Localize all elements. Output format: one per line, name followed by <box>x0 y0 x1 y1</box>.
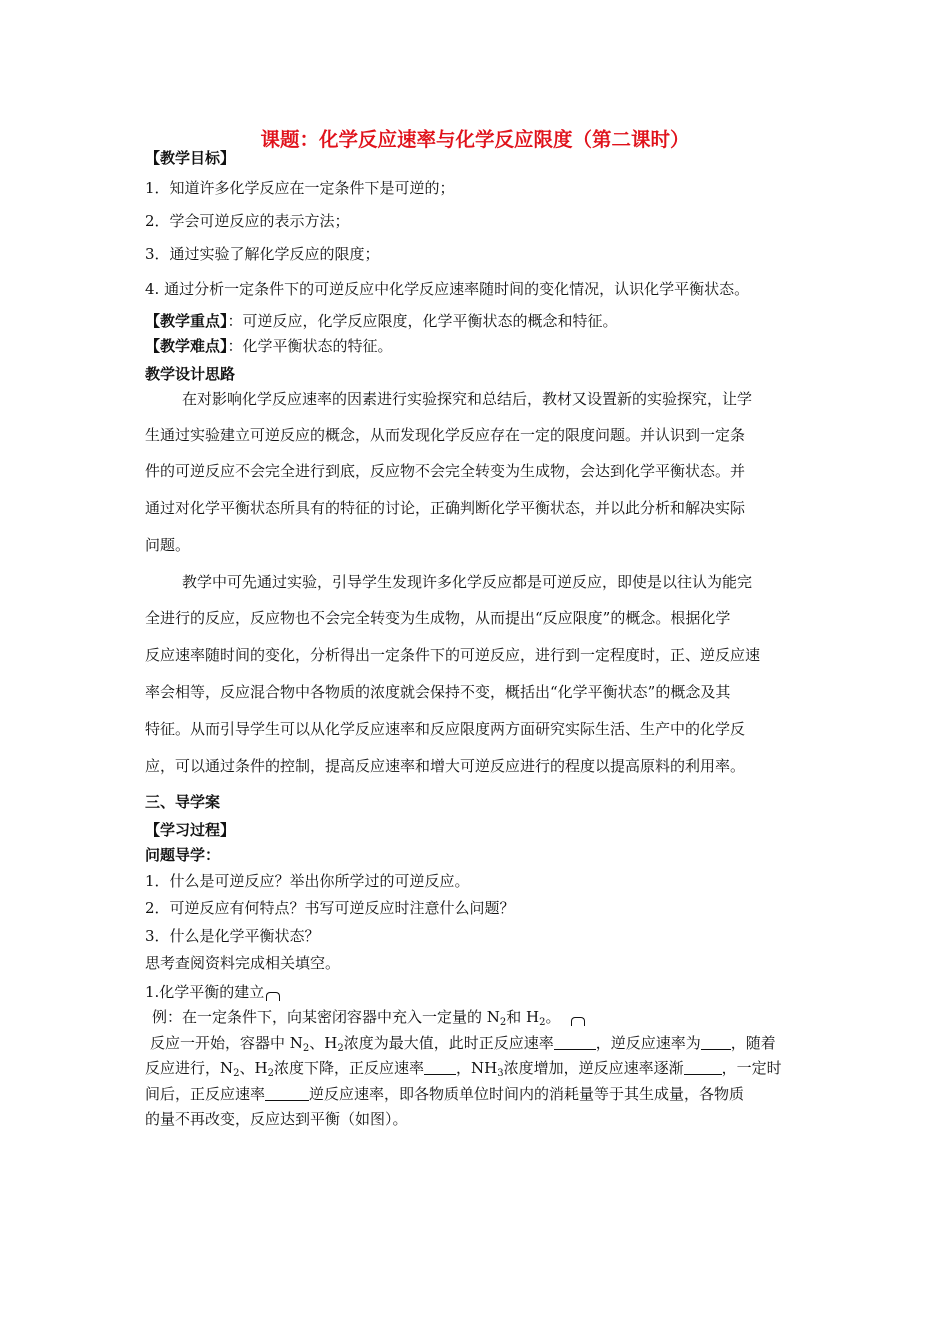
paragraph-line: 通过对化学平衡状态所具有的特征的讨论，正确判断化学平衡状态，并以此分析和解决实际 <box>145 499 746 517</box>
objectives-heading: 【教学目标】 <box>145 149 236 167</box>
question-item: 3．什么是化学平衡状态？ <box>145 927 320 945</box>
key-point-text: ：可逆反应，化学反应限度，化学平衡状态的概念和特征。 <box>227 312 618 330</box>
subscript: 2 <box>267 1068 274 1079</box>
edit-mark-icon <box>266 992 280 1001</box>
fill-text: 间后，正反应速率 <box>145 1085 266 1103</box>
think-line: 思考查阅资料完成相关填空。 <box>145 954 341 972</box>
fill-blank[interactable] <box>701 1035 731 1050</box>
key-point-label: 【教学重点】 <box>145 312 228 330</box>
fill-text: 浓度下降，正反应速率 <box>273 1059 424 1077</box>
fill-text: 浓度为最大值，此时正反应速率 <box>343 1034 554 1052</box>
example-text: 例：在一定条件下，向某密闭容器中充入一定量的 N <box>152 1008 500 1026</box>
section-heading: 三、导学案 <box>145 793 221 811</box>
paragraph-line: 全进行的反应，反应物也不会完全转变为生成物，从而提出“反应限度”的概念。根据化学 <box>145 609 731 627</box>
fill-text: ，逆反应速率为 <box>595 1034 701 1052</box>
process-heading: 【学习过程】 <box>145 821 236 839</box>
fill-line <box>145 1086 744 1103</box>
objective-item: 1．知道许多化学反应在一定条件下是可逆的； <box>145 179 455 197</box>
fill-text: ，NH <box>456 1059 498 1077</box>
subscript: 2 <box>539 1017 546 1028</box>
establish-text: 1.化学平衡的建立 <box>145 983 265 1001</box>
fill-line <box>145 1060 782 1077</box>
paragraph-line: 件的可逆反应不会完全进行到底，反应物不会完全转变为生成物，会达到化学平衡状态。并 <box>145 462 746 480</box>
fill-text: ，随着 <box>730 1034 776 1052</box>
subscript: 2 <box>233 1068 240 1079</box>
objective-item: 2．学会可逆反应的表示方法； <box>145 212 350 230</box>
fill-text: ，一定时 <box>721 1059 782 1077</box>
paragraph-line: 问题。 <box>145 536 191 554</box>
objective-item: 3．通过实验了解化学反应的限度； <box>145 245 380 263</box>
fill-line <box>150 1035 776 1052</box>
difficult-point <box>145 338 393 355</box>
paragraph-line: 教学中可先通过实验，引导学生发现许多化学反应都是可逆反应，即使是以往认为能完 <box>182 573 753 591</box>
example-text: 。 <box>545 1008 561 1026</box>
example-line <box>152 1009 585 1026</box>
fill-text: 逆反应速率，即各物质单位时间内的消耗量等于其生成量，各物质 <box>309 1085 745 1103</box>
question-item: 2．可逆反应有何特点？书写可逆反应时注意什么问题？ <box>145 899 515 917</box>
design-heading: 教学设计思路 <box>145 365 236 383</box>
paragraph-line: 反应速率随时间的变化，分析得出一定条件下的可逆反应，进行到一定程度时，正、逆反应速 <box>145 646 761 664</box>
subscript: 2 <box>337 1043 344 1054</box>
fill-blank[interactable] <box>424 1060 456 1075</box>
guide-heading: 问题导学： <box>145 846 221 864</box>
fill-blank[interactable] <box>684 1060 722 1075</box>
paragraph-line: 生通过实验建立可逆反应的概念，从而发现化学反应存在一定的限度问题。并认识到一定条 <box>145 426 746 444</box>
fill-text: 反应一开始，容器中 N <box>150 1034 303 1052</box>
fill-text: 浓度增加，逆反应速率逐渐 <box>503 1059 684 1077</box>
example-text: 和 H <box>506 1008 540 1026</box>
paragraph-line: 在对影响化学反应速率的因素进行实验探究和总结后，教材又设置新的实验探究，让学 <box>182 390 753 408</box>
fill-text: 、H <box>239 1059 268 1077</box>
subscript: 2 <box>499 1017 507 1028</box>
question-item: 1．什么是可逆反应？举出你所学过的可逆反应。 <box>145 872 470 890</box>
paragraph-line: 率会相等，反应混合物中各物质的浓度就会保持不变，概括出“化学平衡状态”的概念及其 <box>145 683 731 701</box>
objective-item: 4. 通过分析一定条件下的可逆反应中化学反应速率随时间的变化情况，认识化学平衡状态。 <box>145 280 750 298</box>
edit-mark-icon <box>571 1017 585 1026</box>
difficult-point-text: ：化学平衡状态的特征。 <box>227 337 393 355</box>
fill-text: 反应进行，N <box>145 1059 234 1077</box>
subscript: 2 <box>302 1043 310 1054</box>
fill-blank[interactable] <box>554 1035 596 1050</box>
fill-line: 的量不再改变，反应达到平衡（如图）。 <box>145 1110 408 1128</box>
establish-line <box>145 984 280 1001</box>
fill-blank[interactable] <box>265 1086 309 1101</box>
paragraph-line: 特征。从而引导学生可以从化学反应速率和反应限度两方面研究实际生活、生产中的化学反 <box>145 720 746 738</box>
fill-text: 、H <box>309 1034 338 1052</box>
page-title: 课题：化学反应速率与化学反应限度（第二课时） <box>260 128 690 151</box>
subscript: 3 <box>497 1068 504 1079</box>
difficult-point-label: 【教学难点】 <box>145 337 228 355</box>
paragraph-line: 应，可以通过条件的控制，提高反应速率和增大可逆反应进行的程度以提高原料的利用率。 <box>145 757 746 775</box>
key-point <box>145 313 618 330</box>
